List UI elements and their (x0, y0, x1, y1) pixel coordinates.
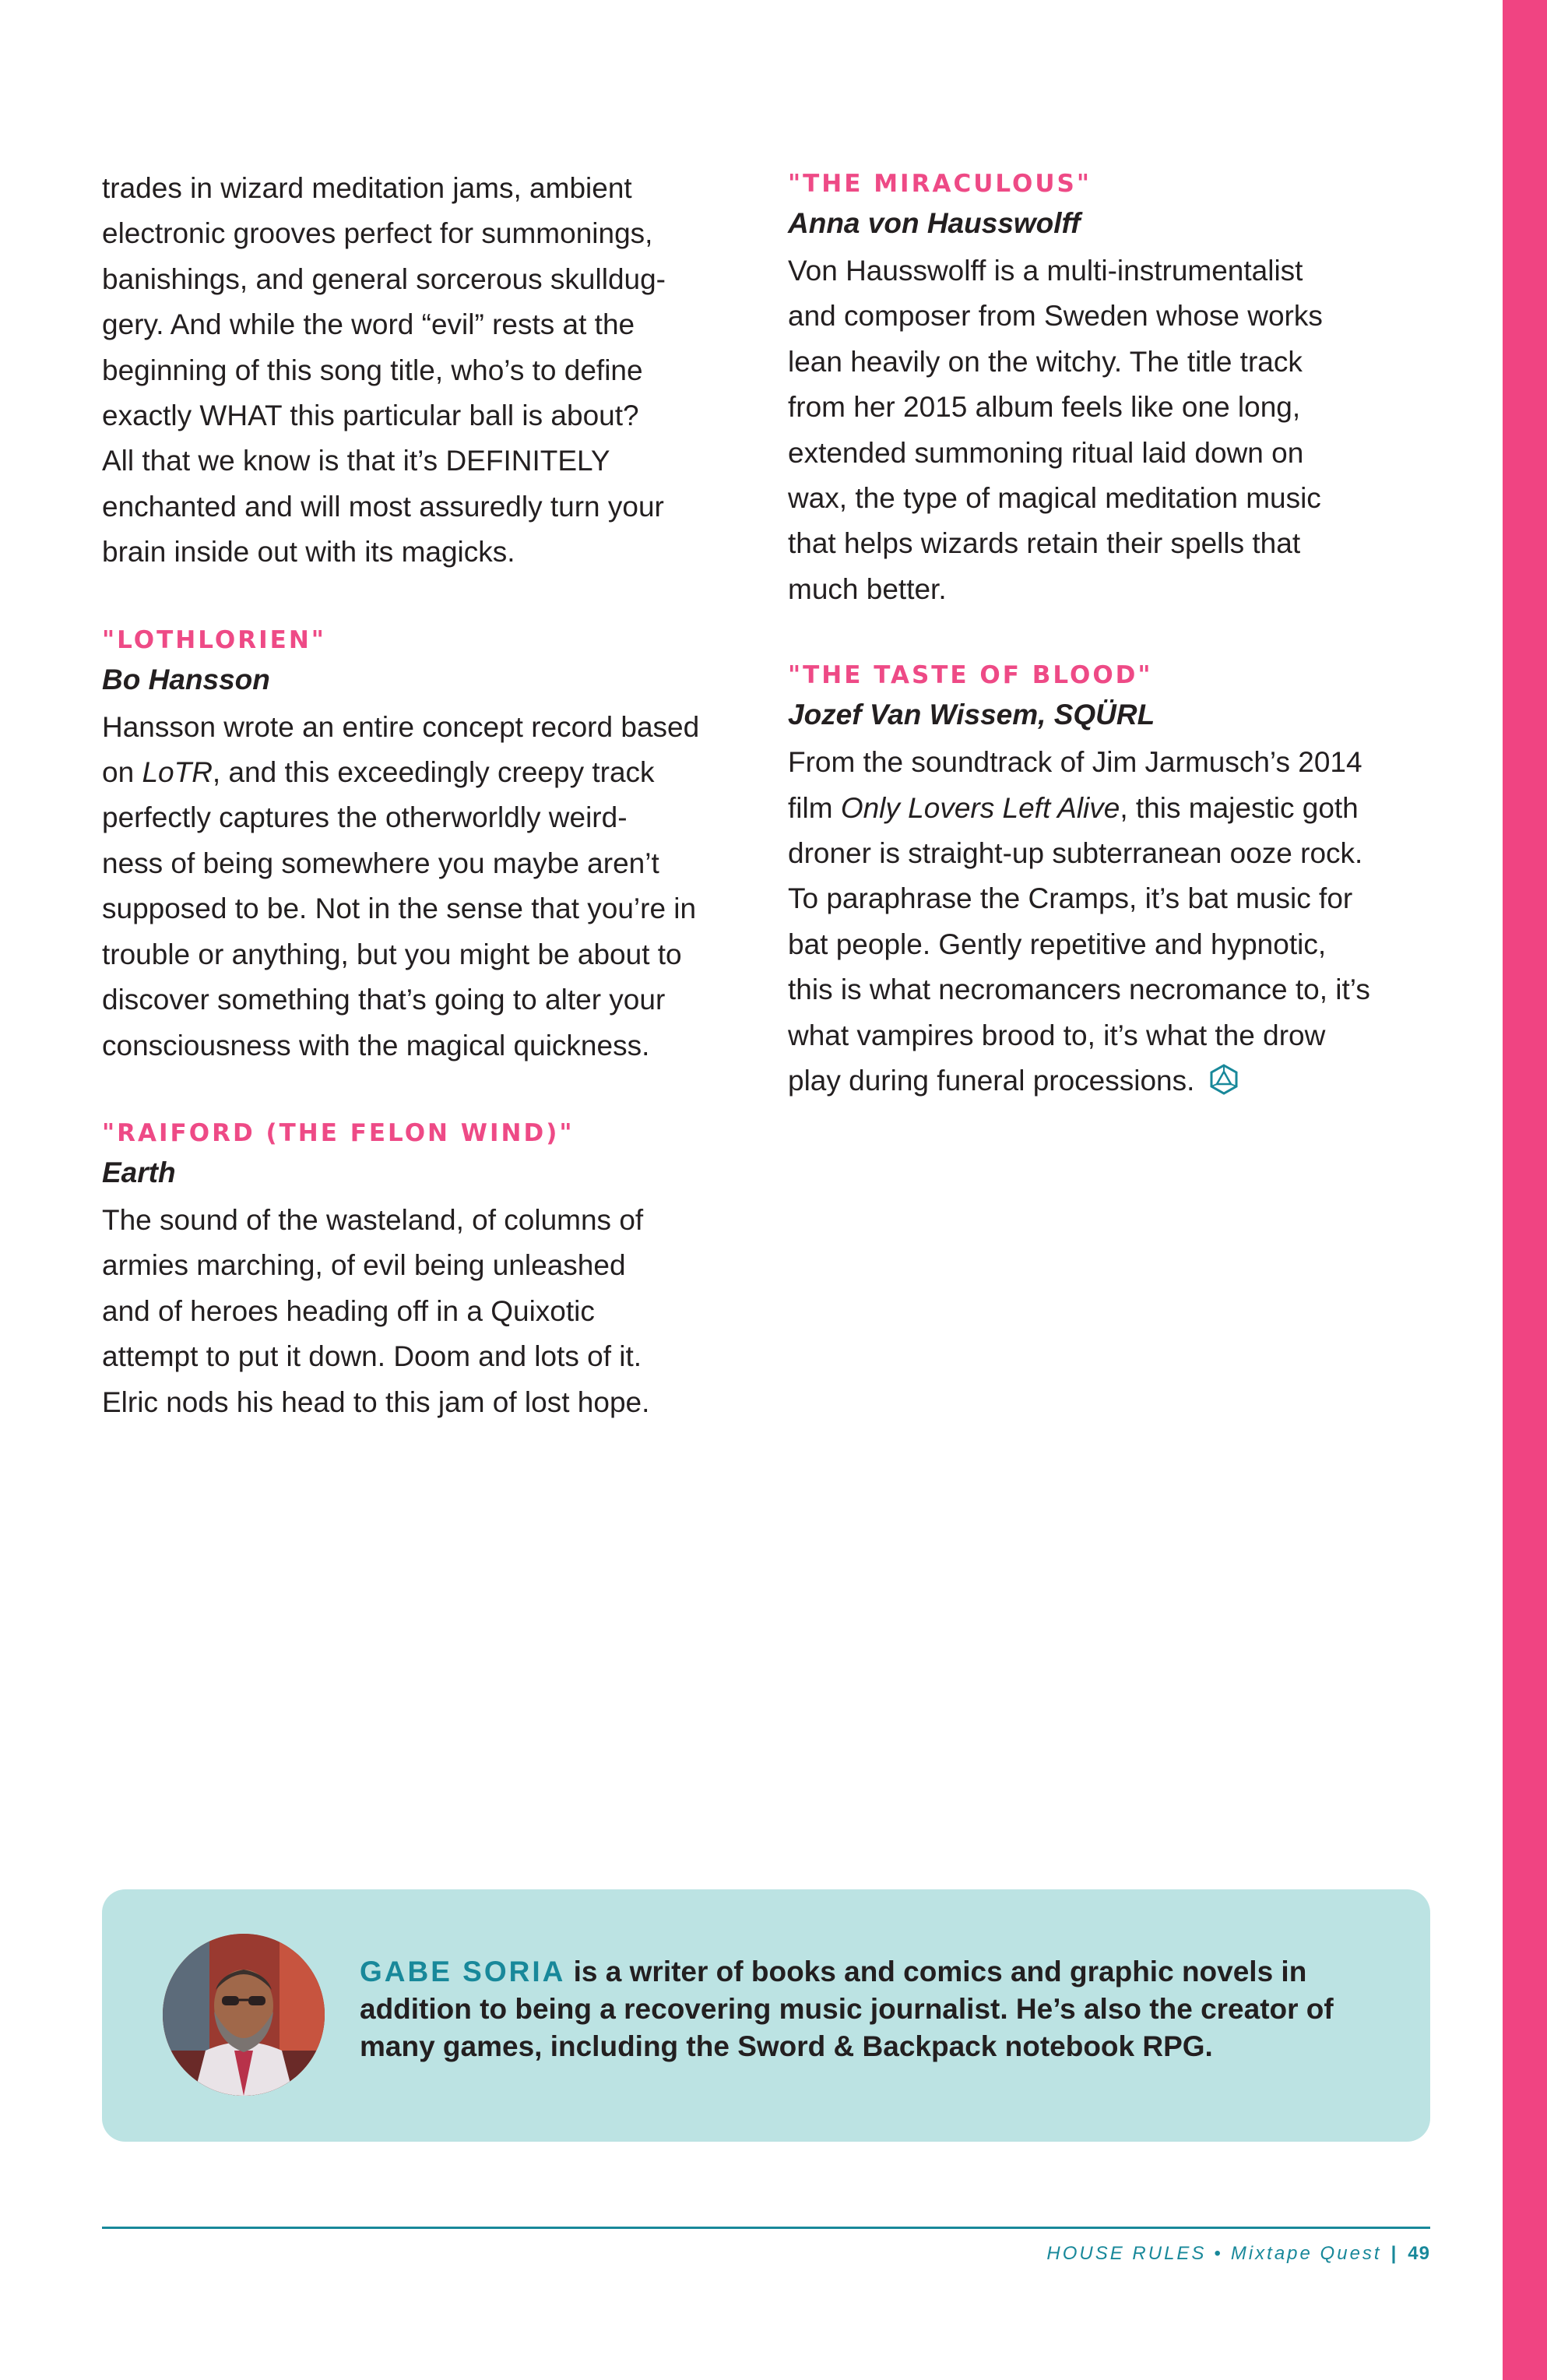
artist-name: Earth (102, 1156, 176, 1188)
bio-text: GABE SORIA is a writer of books and comics and graphic novels in addition to being a recovering music journalist. He’s also the creator of many games, including the Sword & Backpack notebook RPG. (360, 1956, 1334, 2062)
page-edge-bar (1503, 0, 1547, 2380)
artist-name: Anna von Hausswolff (788, 207, 1081, 239)
entry-description: Von Hausswolff is a multi-instrumentalist and composer from Sweden whose works lean heavily on the witchy. The title track from her 2015 album feels like one long, extended summoning ritual laid down on wax, the type of magical meditation music that helps wizards retain their spells that much better. (788, 255, 1323, 605)
footer-divider (102, 2227, 1430, 2229)
left-column (102, 166, 756, 1425)
entry-the-taste-of-blood (788, 657, 1430, 1104)
entry-raiford (102, 1115, 756, 1425)
song-title: "THE MIRACULOUS" (788, 170, 1092, 198)
author-name: GABE SORIA (360, 1956, 566, 1987)
author-bio-box (102, 1889, 1430, 2142)
entry-description: The sound of the wasteland, of columns of armies marching, of evil being unleashed and of heroes heading off in a Quixotic attempt to put it down. Doom and lots of it. Elric nods his head to this jam of lost hope. (102, 1203, 650, 1418)
footer-book-title: HOUSE RULES (1046, 2243, 1207, 2264)
d20-icon (1208, 1063, 1239, 1094)
footer-separator: • (1214, 2243, 1223, 2264)
footer-pipe: | (1391, 2243, 1399, 2264)
song-title: "LOTHLORIEN" (102, 625, 326, 654)
entry-description: Hansson wrote an entire concept record based on LoTR, and this exceedingly creepy track perfectly captures the otherworldly weird- ness of being somewhere you maybe aren’t supposed to be. Not in the sense that you’re in trouble or anything, but you might be about to discover something that’s going to alter your consciousness with the magical quickness. (102, 710, 700, 1061)
entry-description: From the soundtrack of Jim Jarmusch’s 2014 film Only Lovers Left Alive, this majestic goth droner is straight-up subterranean ooze rock. To paraphrase the Cramps, it’s bat music for bat people. Gently repetitive and hypnotic, this is what necromancers necromance to, it’s what vampires brood to, it’s what the drow play during funeral processions. (788, 746, 1370, 1097)
spacer (102, 576, 756, 622)
page-footer (1046, 2243, 1430, 2265)
artist-name: Bo Hansson (102, 663, 270, 695)
page-number: 49 (1408, 2243, 1430, 2264)
avatar (163, 1934, 325, 2096)
right-column (788, 166, 1430, 1104)
intro-paragraph: trades in wizard meditation jams, ambient electronic grooves perfect for summonings, banishings, and general sorcerous skulldug- gery. And while the word “evil” rests at the beginning of this song title, who’s to define exactly WHAT this particular ball is about? All that we know is that it’s DEFINITELY enchanted and will most assuredly turn your brain inside out with its magicks. (102, 172, 666, 569)
footer-section-title: Mixtape Quest (1230, 2243, 1382, 2264)
artist-name: Jozef Van Wissem, SQÜRL (788, 699, 1155, 731)
entry-lothlorien (102, 622, 756, 1069)
song-title: "RAIFORD (THE FELON WIND)" (102, 1118, 575, 1147)
entry-the-miraculous (788, 166, 1430, 612)
spacer (102, 1069, 756, 1115)
song-title: "THE TASTE OF BLOOD" (788, 661, 1153, 690)
spacer (788, 612, 1430, 657)
